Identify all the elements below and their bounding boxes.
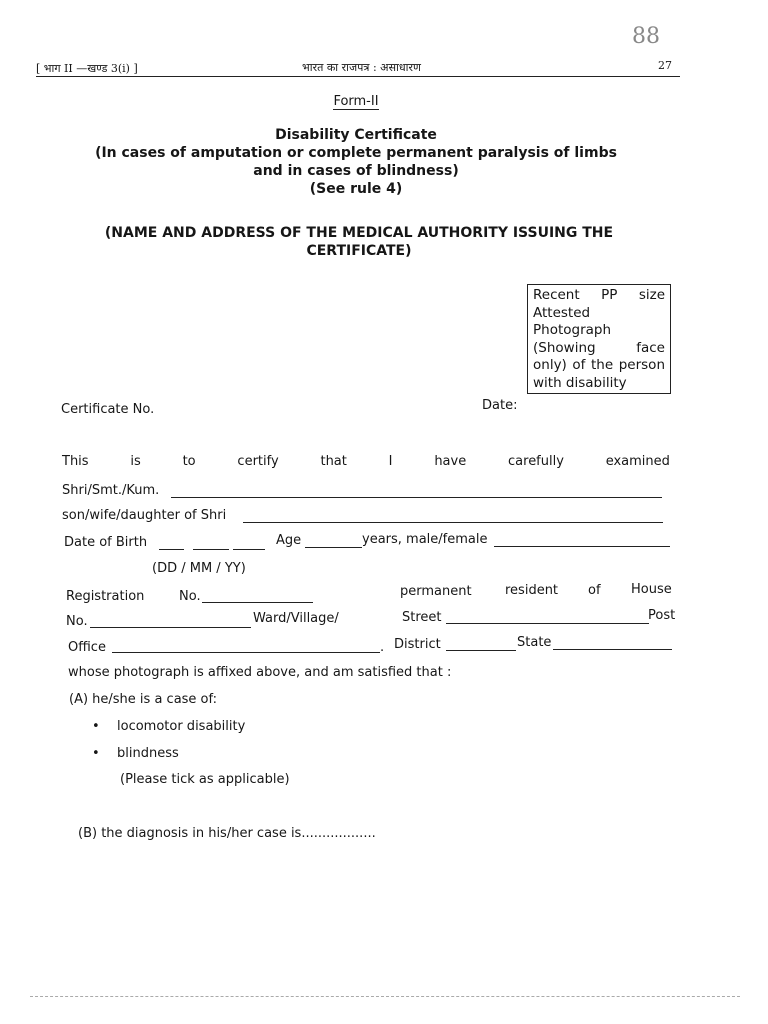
handwritten-page-mark: 88 xyxy=(632,24,660,49)
certify-word: that xyxy=(320,454,347,469)
form-label: Form-II xyxy=(333,94,379,109)
certify-statement xyxy=(62,454,670,469)
certify-word: This xyxy=(62,454,89,469)
page-number: 27 xyxy=(658,59,672,72)
state-field[interactable] xyxy=(553,649,672,650)
header-rule xyxy=(36,76,680,77)
registration-label: Registration xyxy=(66,589,145,604)
certify-word: I xyxy=(388,454,393,469)
house-no-label: No. xyxy=(66,614,88,629)
certificate-no-label: Certificate No. xyxy=(61,402,155,417)
option-locomotor-disability[interactable]: • locomotor disability xyxy=(117,719,245,734)
bottom-rule xyxy=(30,996,740,997)
header-section-label: [ भाग II —खण्ड 3(i) ] xyxy=(36,62,138,75)
resident-label: resident xyxy=(505,583,559,598)
certify-word: certify xyxy=(237,454,279,469)
authority-heading-line1: (NAME AND ADDRESS OF THE MEDICAL AUTHORITY ISSUING THE xyxy=(104,225,614,241)
district-label: District xyxy=(394,637,441,652)
certify-word: have xyxy=(434,454,467,469)
authority-heading-line2: CERTIFICATE) xyxy=(306,243,412,259)
age-label: Age xyxy=(276,533,302,548)
certificate-subtitle-line2: and in cases of blindness) xyxy=(253,163,459,179)
of-label: of xyxy=(588,583,601,598)
header-gazette-title: भारत का राजपत्र : असाधारण xyxy=(302,61,421,74)
name-field[interactable] xyxy=(171,497,662,498)
post-label: Post xyxy=(648,608,676,623)
registration-no-label: No. xyxy=(179,589,201,604)
ward-village-label: Ward/Village/ xyxy=(253,611,339,626)
certify-word: is xyxy=(130,454,141,469)
dob-label: Date of Birth xyxy=(64,535,148,550)
state-label: State xyxy=(517,635,552,650)
permanent-label: permanent xyxy=(400,584,472,599)
certificate-subtitle-line1: (In cases of amputation or complete permanent paralysis of limbs xyxy=(95,145,617,161)
gender-field[interactable] xyxy=(494,546,670,547)
certify-word: examined xyxy=(605,454,670,469)
certify-word: to xyxy=(182,454,196,469)
gender-label: years, male/female xyxy=(362,532,488,547)
relation-name-field[interactable] xyxy=(243,522,663,523)
registration-no-field[interactable] xyxy=(202,602,313,603)
photo-affixed-statement: whose photograph is affixed above, and am satisfied that : xyxy=(68,665,452,680)
dob-day-field[interactable] xyxy=(159,549,184,550)
dob-month-field[interactable] xyxy=(193,549,229,550)
photograph-box: Recent PP size Attested Photograph (Showing face only) of the person with disability xyxy=(527,284,671,394)
post-office-field[interactable] xyxy=(112,652,380,653)
house-no-field[interactable] xyxy=(90,627,251,628)
case-a-label: (A) he/she is a case of: xyxy=(69,692,218,707)
house-label: House xyxy=(631,582,672,597)
street-label: Street xyxy=(402,610,442,625)
shri-label: Shri/Smt./Kum. xyxy=(62,483,160,498)
option-blindness[interactable]: • blindness xyxy=(117,746,179,761)
certify-word: carefully xyxy=(508,454,564,469)
relation-label: son/wife/daughter of Shri xyxy=(62,508,227,523)
district-field[interactable] xyxy=(446,650,516,651)
rule-reference: (See rule 4) xyxy=(309,181,403,197)
district-separator: . xyxy=(380,640,385,655)
tick-note: (Please tick as applicable) xyxy=(120,772,290,787)
certificate-title: Disability Certificate xyxy=(275,127,437,143)
diagnosis-line: (B) the diagnosis in his/her case is.................. xyxy=(78,826,376,841)
date-label: Date: xyxy=(482,398,518,413)
street-field[interactable] xyxy=(446,623,649,624)
dob-format-hint: (DD / MM / YY) xyxy=(152,561,246,576)
office-label: Office xyxy=(68,640,106,655)
dob-year-field[interactable] xyxy=(233,549,265,550)
age-field[interactable] xyxy=(305,547,362,548)
